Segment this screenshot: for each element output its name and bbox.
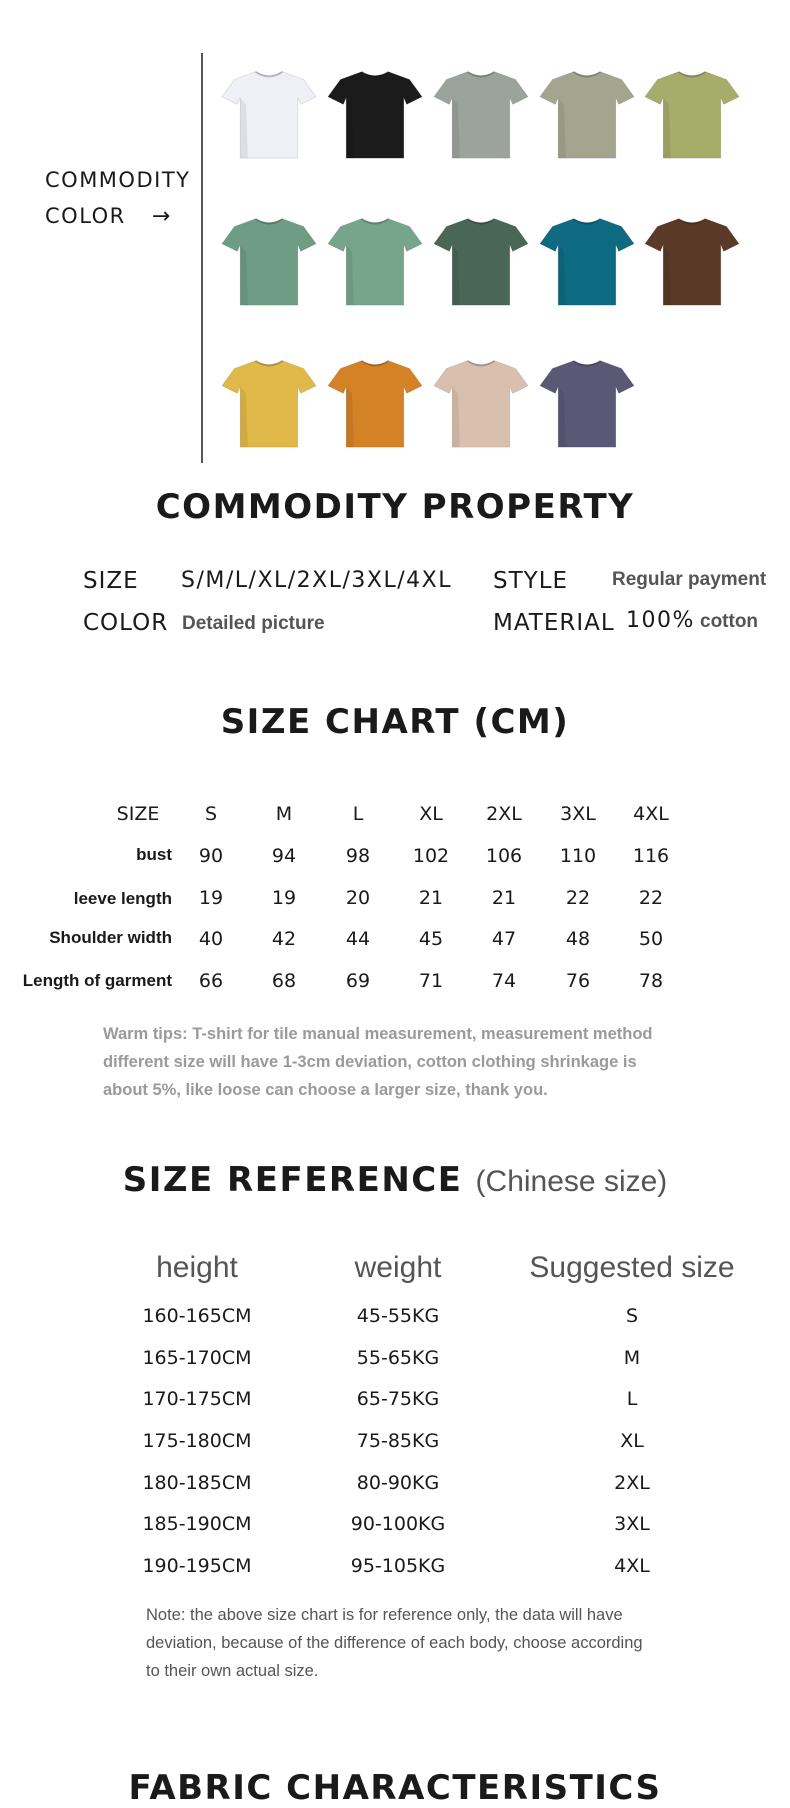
commodity-color-label-line2 [45, 198, 190, 235]
size-reference-cell: 170-175CM [142, 1388, 252, 1410]
size-chart-cell: 68 [271, 970, 297, 992]
size-chart-cell: 69 [345, 970, 371, 992]
yellow-tshirt-icon [220, 355, 318, 451]
size-chart-cell: 22 [565, 887, 591, 909]
size-chart-header-s: S [204, 803, 218, 825]
size-chart-cell: 20 [345, 887, 371, 909]
size-chart-cell: 19 [198, 887, 224, 909]
size-reference-cell: L [626, 1388, 638, 1410]
white-tshirt-icon [220, 66, 318, 162]
color-key: COLOR [83, 610, 169, 636]
size-reference-cell: 45-55KG [356, 1305, 440, 1327]
size-value: S/M/L/XL/2XL/3XL/4XL [181, 568, 452, 593]
brown-tshirt-icon [643, 213, 741, 309]
size-chart-cell: 110 [559, 845, 597, 867]
size-chart-header-3xl: 3XL [560, 803, 596, 825]
size-chart-header-2xl: 2XL [486, 803, 522, 825]
size-reference-cell: 175-180CM [142, 1430, 252, 1452]
size-chart-cell: 22 [638, 887, 664, 909]
size-chart-cell: 19 [271, 887, 297, 909]
size-chart-cell: 42 [271, 928, 297, 950]
commodity-color-label-word: COLOR [45, 204, 126, 228]
size-chart-cell: 78 [638, 970, 664, 992]
size-reference-cell: 65-75KG [356, 1388, 440, 1410]
size-reference-cell: 80-90KG [356, 1472, 440, 1494]
size-chart-cell: 90 [198, 845, 224, 867]
size-chart-row-label: Shoulder width [49, 928, 172, 947]
material-value-percent: 100% [626, 608, 695, 633]
size-note-line2: deviation, because of the difference of each body, choose according [146, 1634, 643, 1652]
size-chart-cell: 66 [198, 970, 224, 992]
size-chart-cell: 94 [271, 845, 297, 867]
pink-tshirt-icon [432, 355, 530, 451]
size-reference-title: SIZE REFERENCE [122, 1160, 463, 1200]
size-reference-cell: 165-170CM [142, 1347, 252, 1369]
material-value-text: cotton [700, 611, 759, 632]
commodity-property-title: COMMODITY PROPERTY [155, 487, 635, 527]
size-chart-cell: 98 [345, 845, 371, 867]
size-chart-header-4xl: 4XL [633, 803, 669, 825]
size-chart-cell: 40 [198, 928, 224, 950]
divider [201, 53, 203, 463]
gray-tshirt-icon [432, 66, 530, 162]
color-value: Detailed picture [182, 613, 325, 634]
material-key: MATERIAL [493, 610, 615, 636]
size-chart-cell: 106 [485, 845, 523, 867]
size-key: SIZE [83, 568, 139, 594]
dark-green-tshirt-icon [432, 213, 530, 309]
size-chart-header-xl: XL [419, 803, 443, 825]
size-chart-cell: 47 [491, 928, 517, 950]
size-chart-cell: 71 [418, 970, 444, 992]
size-reference-cell: 4XL [614, 1555, 650, 1577]
size-reference-cell: 95-105KG [350, 1555, 446, 1577]
size-reference-cell: 3XL [614, 1513, 650, 1535]
size-chart-cell: 21 [418, 887, 444, 909]
warm-tips [103, 1020, 703, 1104]
warm-tips-line1: Warm tips: T-shirt for tile manual measurement, measurement method [103, 1025, 653, 1043]
orange-tshirt-icon [326, 355, 424, 451]
style-value: Regular payment [612, 569, 767, 590]
mint-tshirt-icon [326, 213, 424, 309]
size-chart-header-l: L [352, 803, 364, 825]
size-reference-cell: 75-85KG [356, 1430, 440, 1452]
size-reference-cell: XL [620, 1430, 644, 1452]
size-reference-cell: 90-100KG [350, 1513, 446, 1535]
size-note-line1: Note: the above size chart is for reference only, the data will have [146, 1606, 623, 1624]
size-chart-cell: 45 [418, 928, 444, 950]
size-chart-cell: 48 [565, 928, 591, 950]
size-chart-header-label: SIZE [116, 803, 160, 825]
size-reference-header: Suggested size [529, 1251, 735, 1284]
size-chart-row-label: Length of garment [22, 971, 172, 990]
purple-tshirt-icon [538, 355, 636, 451]
size-reference-cell: 160-165CM [142, 1305, 252, 1327]
green-tshirt-icon [220, 213, 318, 309]
size-chart-cell: 44 [345, 928, 371, 950]
size-reference-header: height [156, 1251, 238, 1284]
style-key: STYLE [493, 568, 569, 594]
teal-tshirt-icon [538, 213, 636, 309]
warm-tips-line3: about 5%, like loose can choose a larger size, thank you. [103, 1081, 548, 1099]
size-reference-cell: 190-195CM [142, 1555, 252, 1577]
size-chart-header-m: M [275, 803, 293, 825]
size-note-line3: to their own actual size. [146, 1662, 319, 1680]
size-reference-heading [0, 1160, 790, 1200]
khaki-tshirt-icon [538, 66, 636, 162]
commodity-color-label-line1: COMMODITY [45, 168, 191, 192]
arrow-right-icon: → [151, 204, 172, 229]
warm-tips-line2: different size will have 1-3cm deviation, cotton clothing shrinkage is [103, 1053, 637, 1071]
size-chart-cell: 116 [632, 845, 670, 867]
size-chart-cell: 102 [412, 845, 450, 867]
fabric-characteristics-title: FABRIC CHARACTERISTICS [128, 1768, 662, 1808]
size-reference-cell: 185-190CM [142, 1513, 252, 1535]
commodity-color-label [45, 162, 190, 235]
size-chart-cell: 76 [565, 970, 591, 992]
size-reference-cell: S [625, 1305, 639, 1327]
size-chart-title: SIZE CHART (CM) [220, 702, 570, 742]
size-note [146, 1601, 746, 1685]
size-chart-row-label: bust [136, 845, 172, 864]
size-chart-cell: 21 [491, 887, 517, 909]
size-reference-header: weight [354, 1251, 442, 1284]
size-reference-cell: M [623, 1347, 641, 1369]
material-value [626, 608, 758, 633]
black-tshirt-icon [326, 66, 424, 162]
size-reference-subtitle: (Chinese size) [475, 1165, 668, 1198]
size-chart-row-label: leeve length [73, 889, 172, 908]
size-reference-cell: 180-185CM [142, 1472, 252, 1494]
size-reference-cell: 55-65KG [356, 1347, 440, 1369]
olive-tshirt-icon [643, 66, 741, 162]
size-chart-cell: 74 [491, 970, 517, 992]
size-chart-cell: 50 [638, 928, 664, 950]
size-reference-cell: 2XL [614, 1472, 650, 1494]
